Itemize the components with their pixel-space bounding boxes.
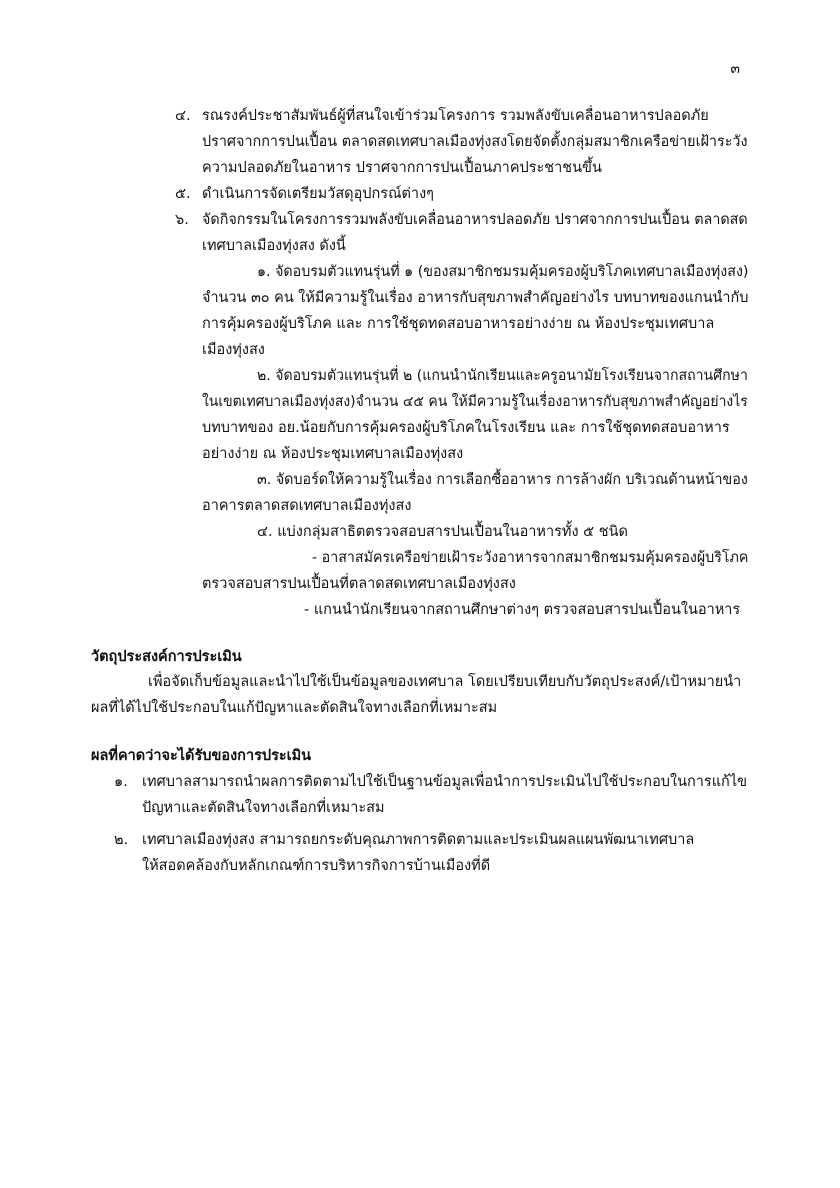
list-text-line: เทศบาลเมืองทุ่งสง สามารถยกระดับคุณภาพการติดตามและประเมินผลแผนพัฒนาเทศบาล [142,832,695,848]
sub-item-line: การคุ้มครองผู้บริโภค และ การใช้ชุดทดสอบอาหารอย่างง่าย ณ ห้องประชุมเทศบาล [202,316,715,332]
sub-item-line: ๔. แบ่งกลุ่มสาธิตตรวจสอบสารปนเปื้อนในอาหารทั้ง ๕ ชนิด [257,524,628,540]
page-number: ๓ [730,61,740,77]
sub-item-line: บทบาทของ อย.น้อยกับการคุ้มครองผู้บริโภคในโรงเรียน และ การใช้ชุดทดสอบอาหาร [202,420,730,436]
sub-item-line: ในเขตเทศบาลเมืองทุ่งสง)จำนวน ๔๕ คน ให้มีความรู้ในเรื่องอาหารกับสุขภาพสำคัญอย่างไร [202,394,748,410]
list-text-line: ความปลอดภัยในอาหาร ปราศจากการปนเปื้อนภาคประชาชนขึ้น [202,160,602,176]
sub-item-line: ๓. จัดบอร์ดให้ความรู้ในเรื่อง การเลือกซื้ออาหาร การล้างผัก บริเวณด้านหน้าของ [257,472,748,488]
sub-item-line: อย่างง่าย ณ ห้องประชุมเทศบาลเมืองทุ่งสง [202,446,464,462]
sub-item-line: - อาสาสมัครเครือข่ายเฝ้าระวังอาหารจากสมาชิกชมรมคุ้มครองผู้บริโภค [312,550,749,566]
sub-item-line: ๑. จัดอบรมตัวแทนรุ่นที่ ๑ (ของสมาชิกชมรมคุ้มครองผู้บริโภคเทศบาลเมืองทุ่งสง) [257,264,749,280]
list-text-line: ดำเนินการจัดเตรียมวัสดุอุปกรณ์ต่างๆ [202,186,434,202]
list-number: ๔. [175,108,191,124]
list-number: ๕. [175,186,191,202]
list-text-line: ให้สอดคล้องกับหลักเกณฑ์การบริหารกิจการบ้านเมืองที่ดี [142,858,491,874]
paragraph-line: ผลที่ได้ไปใช้ประกอบในแก้ปัญหาและตัดสินใจทางเลือกที่เหมาะสม [91,700,498,716]
list-text-line: เทศบาลเมืองทุ่งสง ดังนี้ [202,238,346,254]
list-text-line: จัดกิจกรรมในโครงการรวมพลังขับเคลื่อนอาหารปลอดภัย ปราศจากการปนเปื้อน ตลาดสด [202,212,748,228]
list-number: ๖. [175,212,189,228]
paragraph-line: เพื่อจัดเก็บข้อมูลและนำไปใช้เป็นข้อมูลของเทศบาล โดยเปรียบเทียบกับวัตถุประสงค์/เป้าหมายนำ [148,674,742,690]
list-text-line: ปราศจากการปนเปื้อน ตลาดสดเทศบาลเมืองทุ่งสงโดยจัดตั้งกลุ่มสมาชิกเครือข่ายเฝ้าระวัง [202,134,748,150]
list-number: ๑. [114,774,128,790]
section-heading: วัตถุประสงค์การประเมิน [91,649,242,665]
list-text-line: เทศบาลสามารถนำผลการติดตามไปใช้เป็นฐานข้อมูลเพื่อนำการประเมินไปใช้ประกอบในการแก้ไข [142,774,748,790]
sub-item-line: จำนวน ๓๐ คน ให้มีความรู้ในเรื่อง อาหารกับสุขภาพสำคัญอย่างไร บทบาทของแกนนำกับ [202,290,749,306]
section-heading: ผลที่คาดว่าจะได้รับของการประเมิน [91,748,312,764]
sub-item-line: - แกนนำนักเรียนจากสถานศึกษาต่างๆ ตรวจสอบสารปนเปื้อนในอาหาร [304,602,741,618]
sub-item-line: อาคารตลาดสดเทศบาลเมืองทุ่งสง [202,498,412,514]
list-number: ๒. [114,832,129,848]
sub-item-line: ตรวจสอบสารปนเปื้อนที่ตลาดสดเทศบาลเมืองทุ่งสง [202,576,516,592]
list-text-line: รณรงค์ประชาสัมพันธ์ผู้ที่สนใจเข้าร่วมโครงการ รวมพลังขับเคลื่อนอาหารปลอดภัย [202,108,709,124]
sub-item-line: เมืองทุ่งสง [202,342,265,358]
list-text-line: ปัญหาและตัดสินใจทางเลือกที่เหมาะสม [142,800,385,816]
sub-item-line: ๒. จัดอบรมตัวแทนรุ่นที่ ๒ (แกนนำนักเรียนและครูอนามัยโรงเรียนจากสถานศึกษา [257,368,748,384]
